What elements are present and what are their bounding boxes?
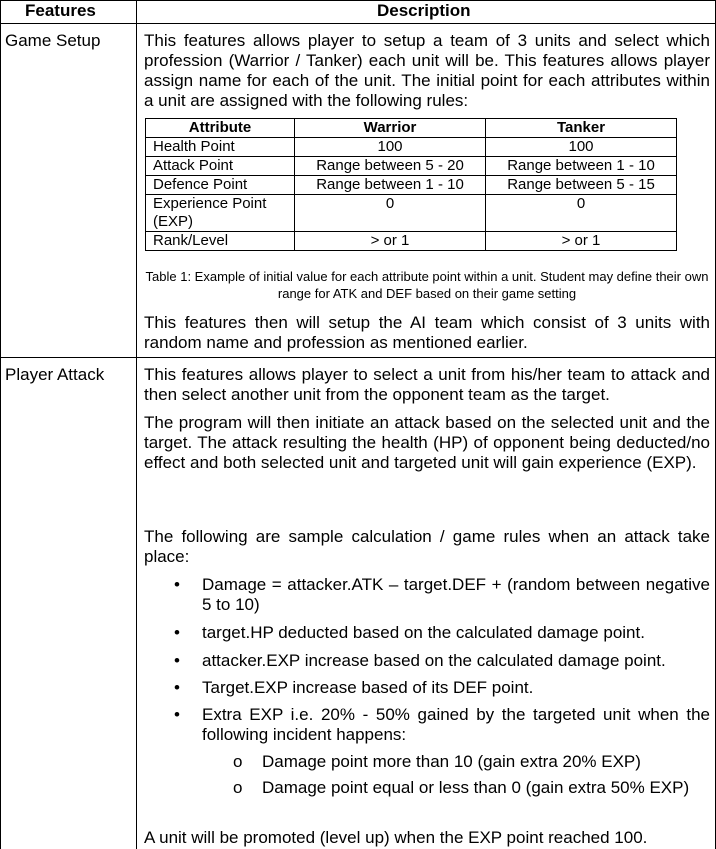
attribute-name: Rank/Level — [146, 232, 295, 251]
col-warrior: Warrior — [295, 119, 486, 138]
player-attack-p3: The following are sample calculation / game rules when an attack take place: — [144, 527, 710, 566]
attribute-name: Experience Point (EXP) — [146, 195, 295, 232]
table-row — [146, 138, 677, 157]
warrior-value: 100 — [295, 138, 486, 157]
attribute-name: Health Point — [146, 138, 295, 157]
bullet-item: Extra EXP i.e. 20% - 50% gained by the targeted unit when the following incident happens: — [202, 705, 710, 744]
bullet-item: Target.EXP increase based of its DEF point. — [202, 678, 534, 697]
tanker-value: 100 — [486, 138, 677, 157]
col-tanker: Tanker — [486, 119, 677, 138]
table-top-border — [0, 0, 716, 1]
bullet-item: Damage = attacker.ATK – target.DEF + (random between negative 5 to 10) — [202, 575, 710, 614]
attribute-name: Attack Point — [146, 157, 295, 176]
row-divider — [0, 357, 716, 358]
table-row — [146, 157, 677, 176]
header-bottom-border — [0, 23, 716, 24]
bullet-item: target.HP deducted based on the calculated damage point. — [202, 623, 645, 642]
table-caption: Table 1: Example of initial value for each attribute point within a unit. Student may define their own range for ATK and DEF based on their game setting — [145, 269, 709, 301]
feature-game-setup: Game Setup — [5, 31, 101, 50]
warrior-value: > or 1 — [295, 232, 486, 251]
tanker-value: Range between 1 - 10 — [486, 157, 677, 176]
header-description: Description — [377, 1, 471, 20]
player-attack-p2: The program will then initiate an attack based on the selected unit and the target. The attack resulting the health (HP) of opponent being deducted/no effect and both selected unit and targeted unit will gain experience (EXP). — [144, 413, 710, 472]
tanker-value: > or 1 — [486, 232, 677, 251]
attribute-table-header — [146, 119, 677, 138]
bullet-dot: • — [174, 623, 180, 642]
sub-bullet-marker: o — [233, 752, 243, 771]
sub-bullet-item: Damage point equal or less than 0 (gain extra 50% EXP) — [262, 778, 690, 797]
warrior-value: Range between 1 - 10 — [295, 176, 486, 195]
feature-player-attack: Player Attack — [5, 365, 105, 384]
bullet-dot: • — [174, 575, 180, 594]
bullet-dot: • — [174, 705, 180, 724]
player-attack-p4: A unit will be promoted (level up) when the EXP point reached 100. — [144, 828, 648, 847]
header-features: Features — [25, 1, 96, 20]
sub-bullet-marker: o — [233, 778, 243, 797]
attribute-table — [145, 118, 677, 251]
player-attack-p1: This features allows player to select a unit from his/her team to attack and then select another unit from the opponent team as the target. — [144, 365, 710, 404]
attribute-name: Defence Point — [146, 176, 295, 195]
table-row — [146, 232, 677, 251]
left-border — [0, 0, 1, 849]
bullet-dot: • — [174, 651, 180, 670]
table-row — [146, 195, 677, 232]
sub-bullet-item: Damage point more than 10 (gain extra 20% EXP) — [262, 752, 641, 771]
game-setup-intro: This features allows player to setup a team of 3 units and select which profession (Warrior / Tanker) each unit will be. This features allows player assign name for each of the unit. The initial point for each attributes within a unit are assigned with the following rules: — [144, 31, 710, 110]
tanker-value: 0 — [486, 195, 677, 232]
game-setup-outro: This features then will setup the AI team which consist of 3 units with random name and profession as mentioned earlier. — [144, 313, 710, 352]
tanker-value: Range between 5 - 15 — [486, 176, 677, 195]
table-row — [146, 176, 677, 195]
warrior-value: 0 — [295, 195, 486, 232]
col-attribute: Attribute — [146, 119, 295, 138]
bullet-item: attacker.EXP increase based on the calculated damage point. — [202, 651, 666, 670]
warrior-value: Range between 5 - 20 — [295, 157, 486, 176]
bullet-dot: • — [174, 678, 180, 697]
column-divider — [136, 0, 137, 849]
